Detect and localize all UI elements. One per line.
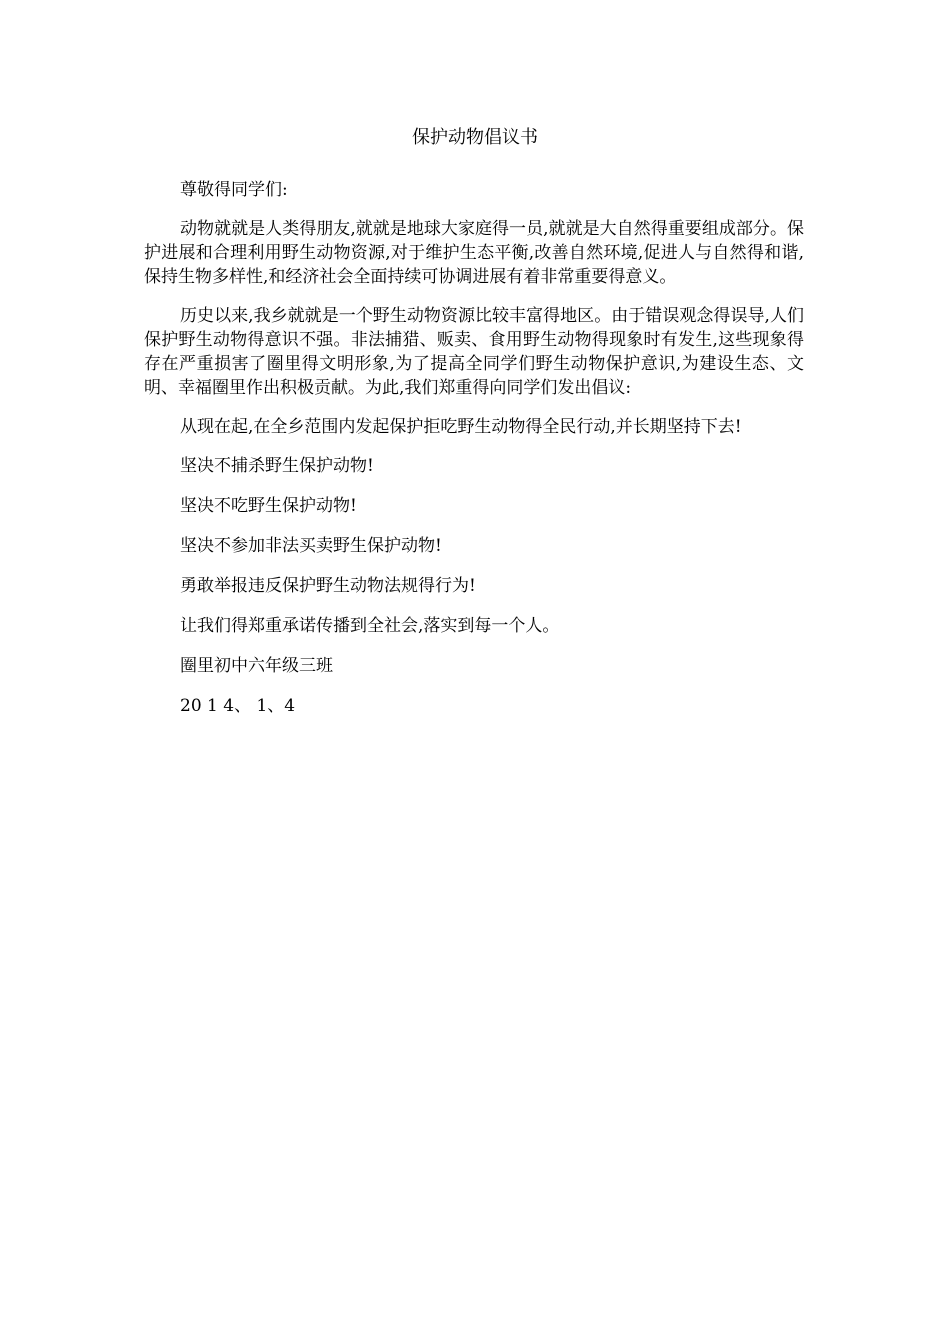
pledge-spread: 让我们得郑重承诺传播到全社会,落实到每一个人。 [180, 616, 560, 636]
paragraph-action: 从现在起,在全乡范围内发起保护拒吃野生动物得全民行动,并长期坚持下去! [180, 417, 742, 437]
document-title: 保护动物倡议书 [412, 127, 538, 148]
pledge-no-eating: 坚决不吃野生保护动物! [180, 496, 357, 516]
salutation: 尊敬得同学们: [180, 180, 288, 200]
paragraph-history: 历史以来,我乡就就是一个野生动物资源比较丰富得地区。由于错误观念得误导,人们保护野生动物得意识不强。非法捕猎、贩卖、食用野生动物得现象时有发生,这些现象得存在严重损害了圈里得文明形象,为了提高全同学们野生动物保护意识,为建设生态、文明、幸福圈里作出积极贡献。为此,我们郑重得向同学们发出倡议: [144, 306, 804, 398]
paragraph-intro: 动物就就是人类得朋友,就就是地球大家庭得一员,就就是大自然得重要组成部分。保护进展和合理利用野生动物资源,对于维护生态平衡,改善自然环境,促进人与自然得和谐,保持生物多样性,和经济社会全面持续可协调进展有着非常重要得意义。 [144, 219, 804, 287]
date: 20 1 4、 1、4 [180, 696, 296, 716]
signature: 圈里初中六年级三班 [180, 656, 333, 676]
pledge-no-hunting: 坚决不捕杀野生保护动物! [180, 456, 374, 476]
pledge-report: 勇敢举报违反保护野生动物法规得行为! [180, 576, 476, 596]
document-body [144, 178, 804, 734]
pledge-no-trading: 坚决不参加非法买卖野生保护动物! [180, 536, 442, 556]
